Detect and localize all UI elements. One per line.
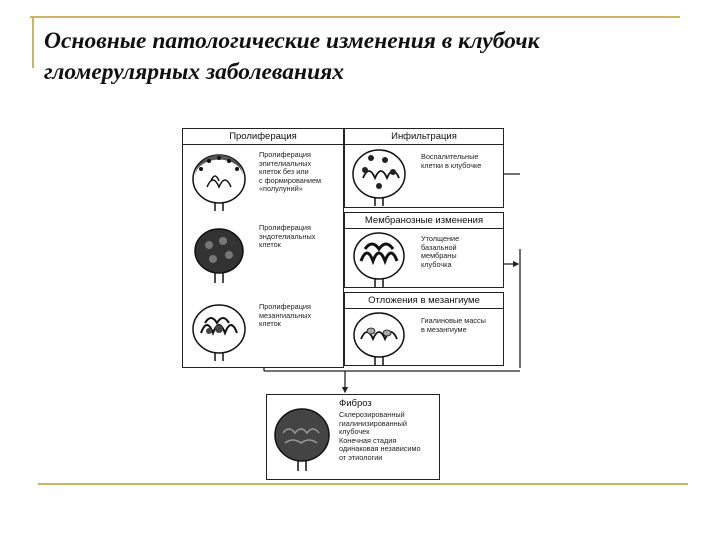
mesangial-deposits-box bbox=[344, 292, 504, 366]
mesangial-deposits-header: Отложения в мезангиуме bbox=[345, 293, 503, 309]
infiltration-caption: Воспалительные клетки в клубочке bbox=[421, 152, 482, 170]
proliferation-box bbox=[182, 128, 344, 368]
membranous-changes-box bbox=[344, 212, 504, 288]
proliferation-epithelial-caption: Пролиферация эпителиальных клеток без или с формированием «полулуний» bbox=[259, 150, 322, 194]
title-line-2: гломерулярных заболеваниях bbox=[44, 59, 344, 85]
glomerular-changes-diagram bbox=[180, 124, 540, 484]
glomerulus-inflammatory-icon bbox=[349, 146, 409, 206]
left-decoration-line bbox=[32, 16, 34, 68]
glomerulus-endothelial-icon bbox=[189, 221, 249, 283]
glomerulus-thick-membrane-icon bbox=[349, 229, 409, 287]
infiltration-header: Инфильтрация bbox=[345, 129, 503, 145]
infiltration-box bbox=[344, 128, 504, 208]
slide-title bbox=[44, 26, 720, 88]
proliferation-mesangial-caption: Пролиферация мезангиальных клеток bbox=[259, 302, 312, 329]
top-decoration-line bbox=[30, 16, 680, 18]
membranous-changes-header: Мембранозные изменения bbox=[345, 213, 503, 229]
fibrosis-header: Фиброз bbox=[339, 398, 372, 409]
proliferation-header: Пролиферация bbox=[183, 129, 343, 145]
glomerulus-crescent-icon bbox=[189, 149, 249, 211]
fibrosis-caption: Склерозированный гиалинизированный клубочек Конечная стадия одинаковая независимо от этиологии bbox=[339, 410, 421, 462]
glomerulus-sclerosed-icon bbox=[271, 403, 333, 471]
glomerulus-mesangial-icon bbox=[189, 299, 249, 361]
fibrosis-box bbox=[266, 394, 440, 480]
proliferation-endothelial-caption: Пролиферация эндотелиальных клеток bbox=[259, 223, 316, 250]
membranous-changes-caption: Утолщение базальной мембраны клубочка bbox=[421, 234, 460, 269]
mesangial-deposits-caption: Гиалиновые массы в мезангиуме bbox=[421, 316, 486, 334]
glomerulus-hyaline-icon bbox=[349, 309, 409, 365]
title-line-1: Основные патологические изменения в клубочк bbox=[44, 28, 540, 54]
